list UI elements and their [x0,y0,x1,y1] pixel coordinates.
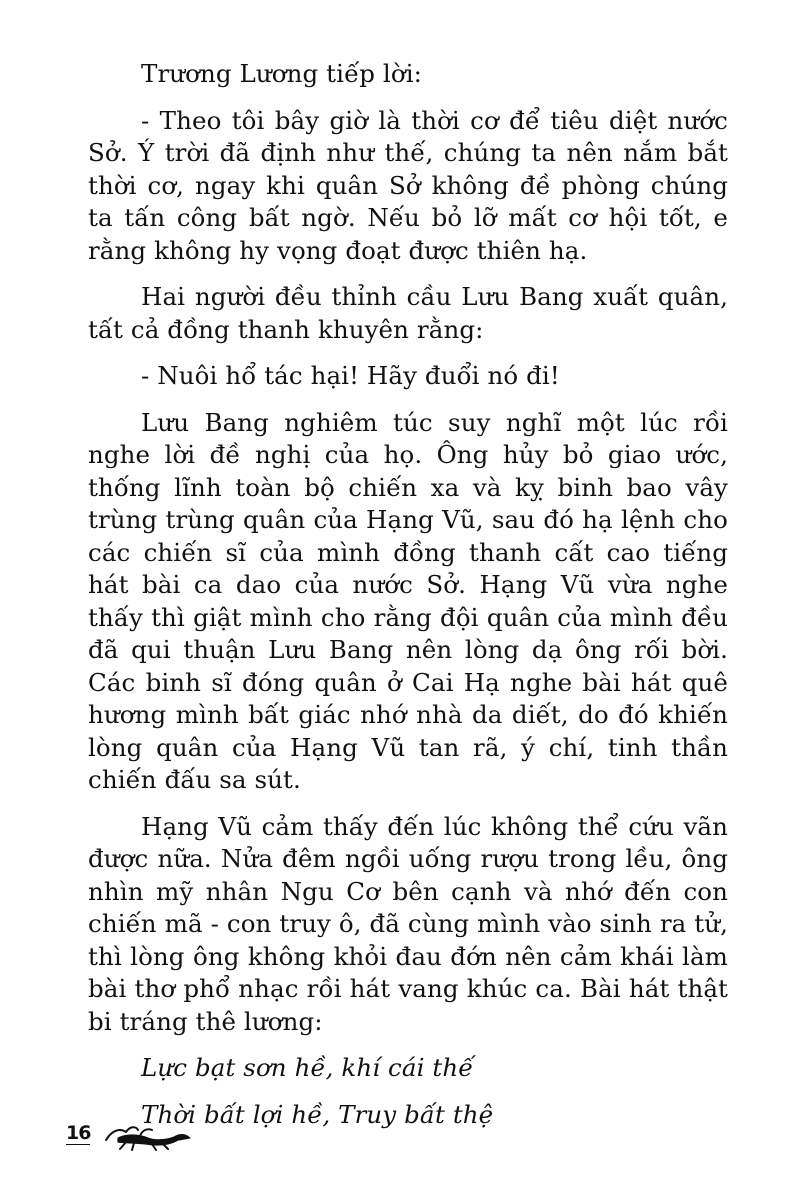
paragraph-two-men-request: Hai người đều thỉnh cầu Lưu Bang xuất quân, tất cả đồng thanh khuyên rằng: [88,282,728,344]
body-text [88,58,728,1145]
verse-line-1: Lực bạt sơn hề, khí cái thế [141,1053,474,1082]
paragraph-luu-bang-decision: Lưu Bang nghiêm túc suy nghĩ một lúc rồi nghe lời đề nghị của họ. Ông hủy bỏ giao ước, thống lĩnh toàn bộ chiến xa và kỵ binh bao vây trùng trùng quân của Hạng Vũ, sau đó hạ lệnh cho các chiến sĩ của mình đồng thanh cất cao tiếng hát bài ca dao của nước Sở. Hạng Vũ vừa nghe thấy thì giật mình cho rằng đội quân của mình đều đã qui thuận Lưu Bang nên lòng dạ ông rối bời. Các binh sĩ đóng quân ở Cai Hạ nghe bài hát quê hương mình bất giác nhớ nhà da diết, do đó khiến lòng quân của Hạng Vũ tan rã, ý chí, tinh thần chiến đấu sa sút. [88,407,728,794]
paragraph-intro: Trương Lương tiếp lời: [141,59,422,88]
verse-line-2: Thời bất lợi hề, Truy bất thệ [141,1099,494,1129]
paragraph-hang-vu-lament: Hạng Vũ cảm thấy đến lúc không thể cứu vãn được nữa. Nửa đêm ngồi uống rượu trong lều, ông nhìn mỹ nhân Ngu Cơ bên cạnh và nhớ đến con chiến mã - con truy ô, đã cùng mình vào sinh ra tử, thì lòng ông không khỏi đau đớn nên cảm khái làm bài thơ phổ nhạc rồi hát vang khúc ca. Bài hát thật bi tráng thê lương: [88,811,728,1036]
page-footer [66,1118,226,1158]
page-number: 16 [66,1122,91,1144]
paragraph-tiger-quote: - Nuôi hổ tác hại! Hãy đuổi nó đi! [141,361,560,390]
horse-ornament-icon [96,1118,226,1152]
paragraph-truong-luong-speech: - Theo tôi bây giờ là thời cơ để tiêu diệt nước Sở. Ý trời đã định như thế, chúng ta nên nắm bắt thời cơ, ngay khi quân Sở không đề phòng chúng ta tấn công bất ngờ. Nếu bỏ lỡ mất cơ hội tốt, e rằng không hy vọng đoạt được thiên hạ. [88,105,728,265]
